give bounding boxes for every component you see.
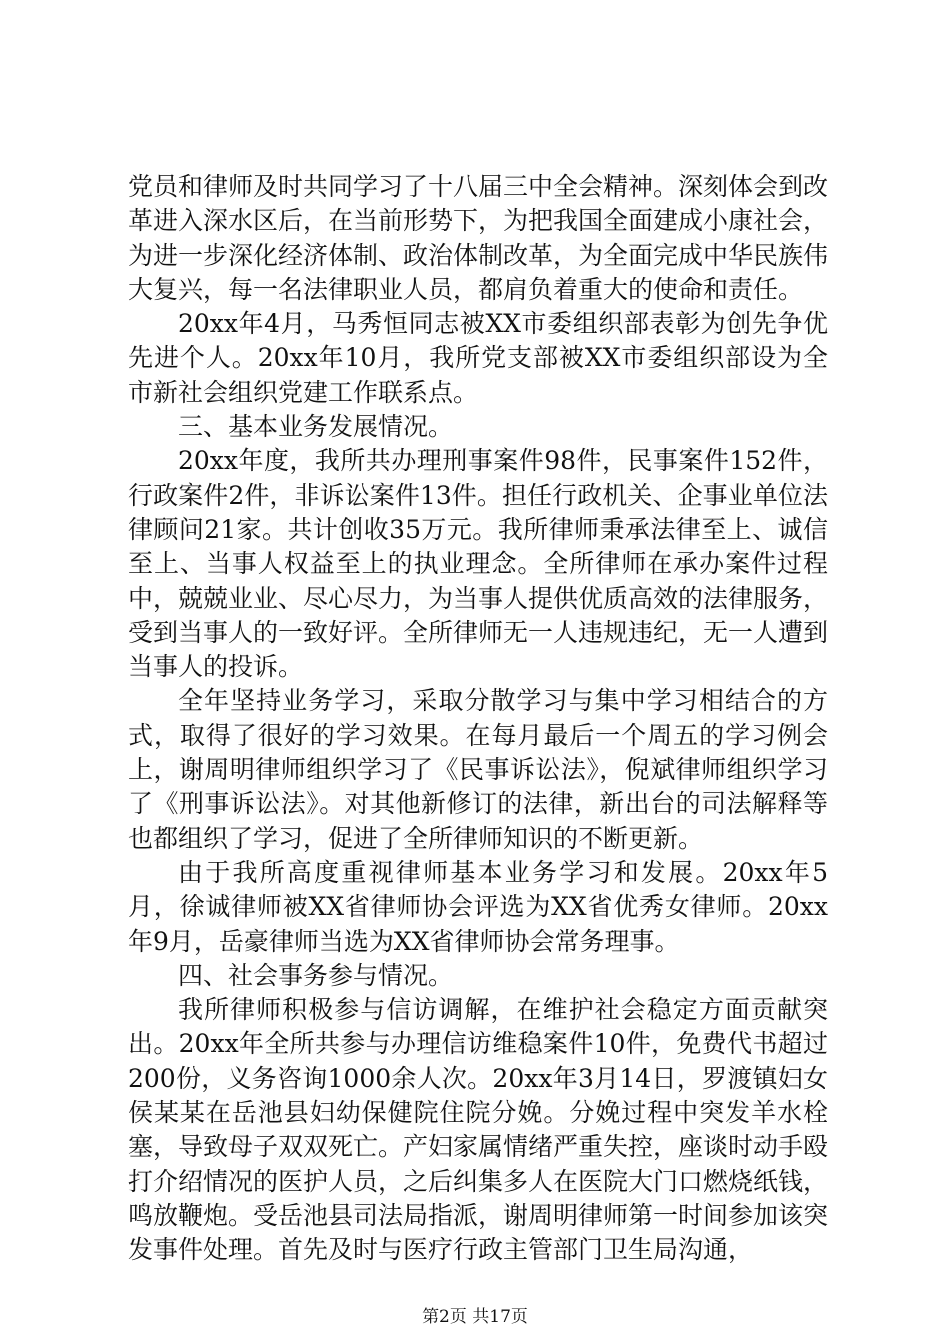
paragraph-4: 20xx年度，我所共办理刑事案件98件，民事案件152件，行政案件2件，非诉讼案件13件。担任行政机关、企事业单位法律顾问21家。共计创收35万元。我所律师秉承法律至上、诚信至上、当事人权益至上的执业理念。全所律师在承办案件过程中，兢兢业业、尽心尽力，为当事人提供优质高效的法律服务，受到当事人的一致好评。全所律师无一人违规违纪，无一人遭到当事人的投诉。 xyxy=(128,446,829,682)
paragraph-8: 我所律师积极参与信访调解，在维护社会稳定方面贡献突出。20xx年全所共参与办理信访维稳案件10件，免费代书超过200份，义务咨询1000余人次。20xx年3月14日，罗渡镇妇女侯某某在岳池县妇幼保健院住院分娩。分娩过程中突发羊水栓塞，导致母子双双死亡。产妇家属情绪严重失控，座谈时动手殴打介绍情况的医护人员，之后纠集多人在医院大门口燃烧纸钱，鸣放鞭炮。受岳池县司法局指派，谢周明律师第一时间参加该突发事件处理。首先及时与医疗行政主管部门卫生局沟通， xyxy=(128,995,829,1265)
paragraph-6: 由于我所高度重视律师基本业务学习和发展。20xx年5月，徐诚律师被XX省律师协会评选为XX省优秀女律师。20xx年9月，岳豪律师当选为XX省律师协会常务理事。 xyxy=(128,857,828,956)
document-body xyxy=(128,170,828,1268)
paragraph-2: 20xx年4月，马秀恒同志被XX市委组织部表彰为创先争优先进个人。20xx年10月，我所党支部被XX市委组织部设为全市新社会组织党建工作联系点。 xyxy=(128,309,828,407)
paragraph-1: 党员和律师及时共同学习了十八届三中全会精神。深刻体会到改革进入深水区后，在当前形势下，为把我国全面建成小康社会，为进一步深化经济体制、政治体制改革，为全面完成中华民族伟大复兴，每一名法律职业人员，都肩负着重大的使命和责任。 xyxy=(128,172,829,304)
section-heading-3: 三、基本业务发展情况。 xyxy=(178,412,454,442)
paragraph-5: 全年坚持业务学习，采取分散学习与集中学习相结合的方式，取得了很好的学习效果。在每月最后一个周五的学习例会上，谢周明律师组织学习了《民事诉讼法》，倪斌律师组织学习了《刑事诉讼法》。对其他新修订的法律，新出台的司法解释等也都组织了学习，促进了全所律师知识的不断更新。 xyxy=(128,686,828,853)
section-heading-4: 四、社会事务参与情况。 xyxy=(178,960,454,990)
page-number-footer: 第2页 共17页 xyxy=(422,1307,528,1327)
